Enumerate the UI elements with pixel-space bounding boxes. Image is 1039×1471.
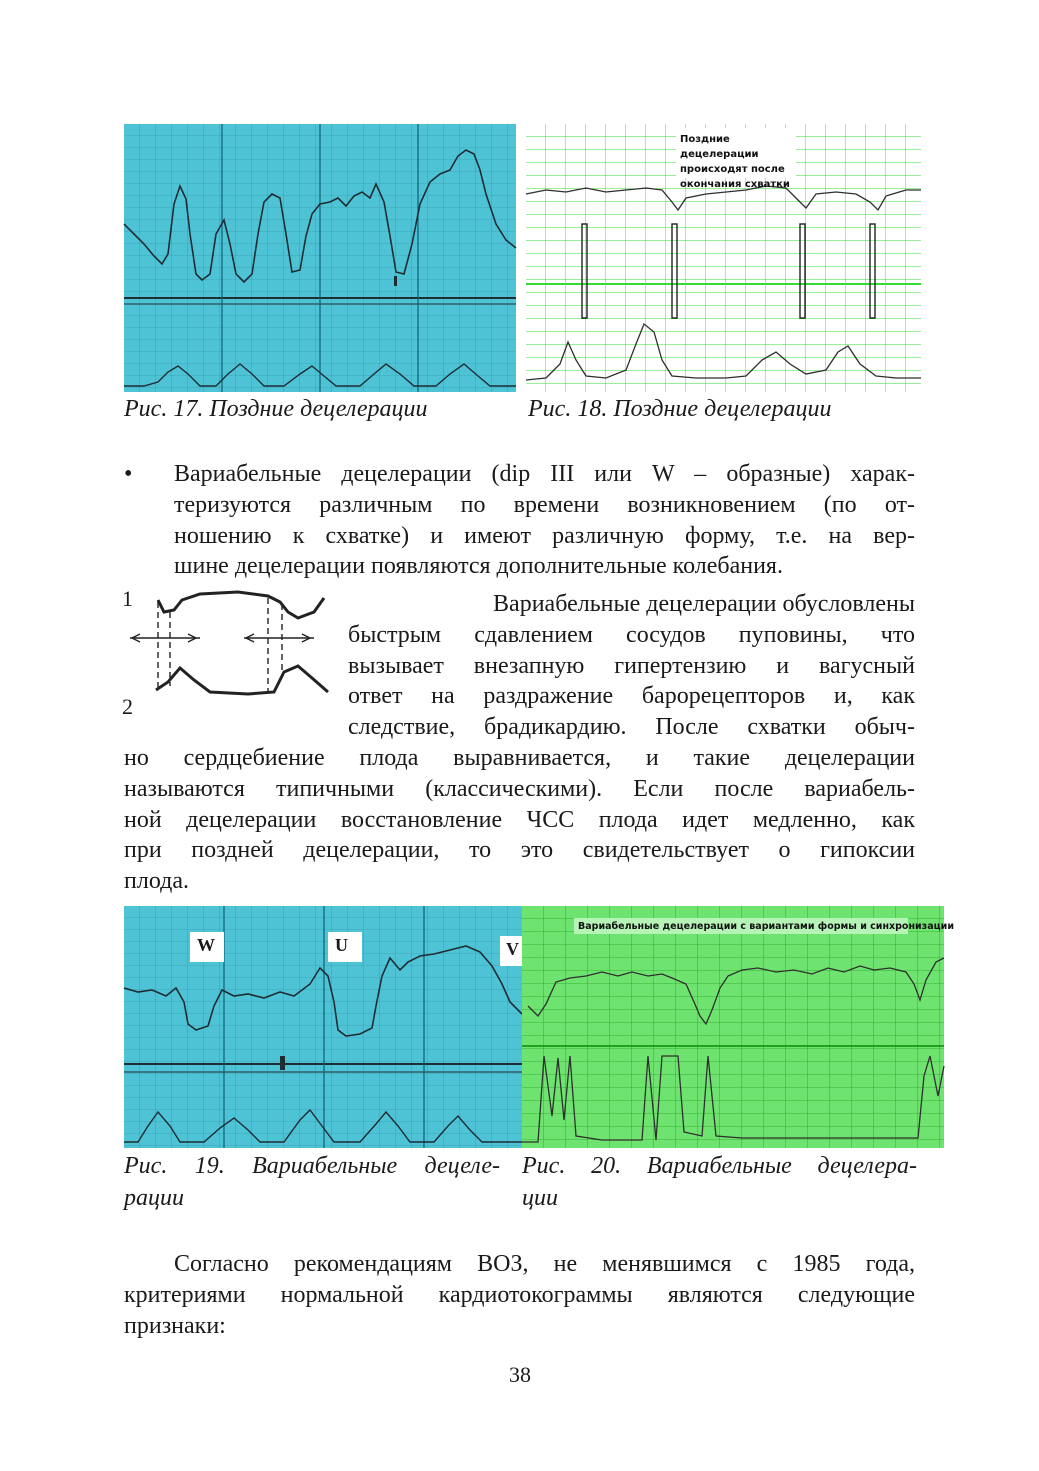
figure-17-ctg xyxy=(124,124,516,392)
deceleration-scheme-diagram xyxy=(118,582,334,736)
caption-line: Рис. 20. Вариабельные децелера- xyxy=(522,1153,917,1179)
text-line: признаки: xyxy=(124,1312,226,1339)
caption-figure-19 xyxy=(124,1150,500,1214)
text-line: Вариабельные децелерации обусловлены xyxy=(493,591,915,617)
paragraph-variable-decelerations xyxy=(174,459,915,582)
annotation-line-2: происходят после xyxy=(680,164,785,175)
paragraph-who-criteria xyxy=(124,1249,915,1341)
caption-line: рации xyxy=(124,1185,184,1211)
text-line: быстрым сдавлением сосудов пуповины, что xyxy=(348,621,915,648)
text-line: шине децелерации появляются дополнительные колебания. xyxy=(174,553,783,580)
text-line: при поздней децелерации, то это свидетельствует о гипоксии xyxy=(124,837,915,864)
figure-18-annotation xyxy=(680,132,794,192)
text-line: ной децелерации восстановление ЧСС плода идет медленно, как xyxy=(124,806,915,833)
text-line: теризуются различным по времени возникновением (по от- xyxy=(174,491,915,518)
caption-line: Рис. 19. Вариабельные децеле- xyxy=(124,1153,500,1179)
paragraph-causes-full xyxy=(124,743,915,897)
figure-19-label-v: V xyxy=(506,939,519,959)
figure-18-ctg xyxy=(526,124,921,392)
caption-line: ции xyxy=(522,1185,558,1211)
text-line: называются типичными (классическими). Если после вариабель- xyxy=(124,775,915,802)
paragraph-causes-narrow xyxy=(348,589,915,743)
text-line: вызывает внезапную гипертензию и вагусный xyxy=(348,652,915,679)
figure-19-label-w: W xyxy=(197,935,215,955)
text-line: Вариабельные децелерации (dip III или W – образные) харак- xyxy=(174,461,915,487)
page-number: 38 xyxy=(509,1362,531,1387)
diagram-label-1: 1 xyxy=(122,586,133,611)
text-line: но сердцебиение плода выравнивается, и такие децелерации xyxy=(124,745,915,771)
text-line: ответ на раздражение барорецепторов и, как xyxy=(348,683,915,710)
figure-20-annotation: Вариабельные децелерации с вариантами формы и синхронизации xyxy=(578,921,954,932)
caption-figure-20 xyxy=(522,1150,917,1214)
annotation-line-3: окончания схватки xyxy=(680,179,790,190)
text-line: Согласно рекомендациям ВОЗ, не менявшимся с 1985 года, xyxy=(174,1251,915,1277)
text-line: следствие, брадикардию. После схватки обыч- xyxy=(348,714,915,741)
figure-20-ctg xyxy=(522,906,954,1148)
caption-figure-18: Рис. 18. Поздние децелерации xyxy=(528,396,832,422)
caption-figure-17: Рис. 17. Поздние децелерации xyxy=(124,396,428,422)
bullet-marker: • xyxy=(124,461,133,487)
text-line: ношению к схватке) и имеют различную форму, т.е. на вер- xyxy=(174,522,915,549)
diagram-label-2: 2 xyxy=(122,694,133,719)
figure-19-ctg xyxy=(124,906,522,1148)
text-line: плода. xyxy=(124,868,189,895)
figure-19-label-u: U xyxy=(335,935,348,955)
annotation-line-1: Поздние децелерации xyxy=(680,134,759,160)
text-line: критериями нормальной кардиотокограммы являются следующие xyxy=(124,1281,915,1308)
